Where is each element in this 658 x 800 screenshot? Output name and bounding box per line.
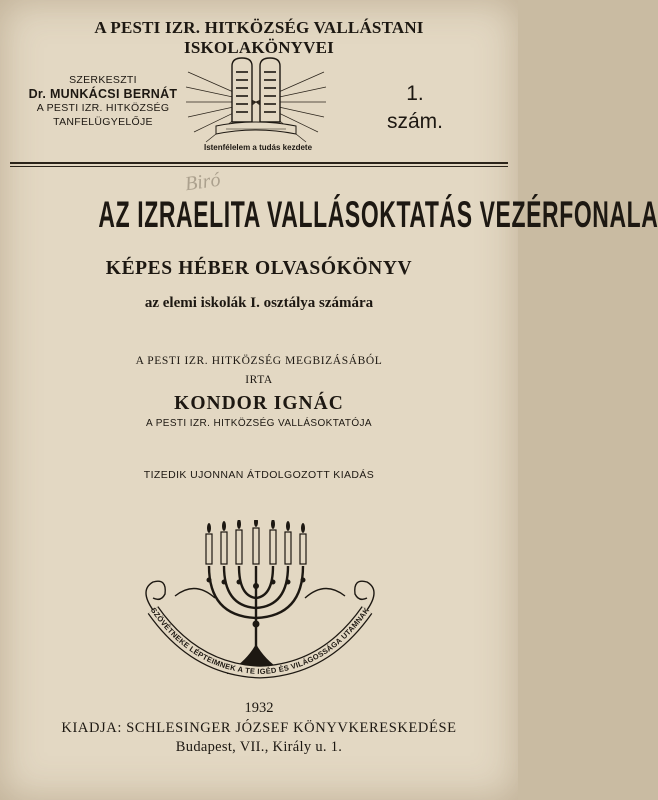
divider-rule-thin xyxy=(10,166,508,167)
editor-name: Dr. MUNKÁCSI BERNÁT xyxy=(28,87,178,101)
author-name: KONDOR IGNÁC xyxy=(174,393,344,414)
emblem-motto: Istenfélelem a tudás kezdete xyxy=(203,143,313,152)
menorah-icon xyxy=(135,520,385,695)
main-title: AZ IZRAELITA VALLÁSOKTATÁS VEZÉRFONALA xyxy=(98,194,658,235)
banner-text: SZÖVÉTNEKE LÉPTEIMNEK A TE IGÉD ÉS VILÁGOSSÁGA UTAMNAK xyxy=(148,605,372,677)
number-label: szám. xyxy=(386,110,443,133)
publisher-line: KIADJA: SCHLESINGER JÓZSEF KÖNYVKERESKEDÉSE xyxy=(61,720,457,736)
number-value: 1. xyxy=(406,82,424,105)
subtitle: KÉPES HÉBER OLVASÓKÖNYV xyxy=(105,258,413,279)
handwritten-signature: Biró xyxy=(183,168,222,196)
divider-rule xyxy=(10,162,508,164)
publisher-address: Budapest, VII., Király u. 1. xyxy=(175,739,343,755)
wrote-label: IRTA xyxy=(245,374,273,386)
edition-line: TIZEDIK UJONNAN ÁTDOLGOZOTT KIADÁS xyxy=(143,469,375,481)
volume-number xyxy=(370,80,460,136)
mandate-line: A PESTI IZR. HITKÖZSÉG MEGBIZÁSÁBÓL xyxy=(135,355,383,367)
series-title: A PESTI IZR. HITKÖZSÉG VALLÁSTANI ISKOLAKÖNYVEI xyxy=(94,18,424,57)
publication-year: 1932 xyxy=(244,700,274,716)
editor-block xyxy=(18,73,188,129)
audience-line: az elemi iskolák I. osztálya számára xyxy=(144,295,374,311)
tablets-emblem-icon xyxy=(186,52,326,144)
editor-label: SZERKESZTI xyxy=(69,74,137,86)
author-role: A PESTI IZR. HITKÖZSÉG VALLÁSOKTATÓJA xyxy=(146,418,372,429)
editor-role-line-2: TANFELÜGYELŐJE xyxy=(53,116,153,128)
editor-role-line-1: A PESTI IZR. HITKÖZSÉG xyxy=(36,102,170,114)
